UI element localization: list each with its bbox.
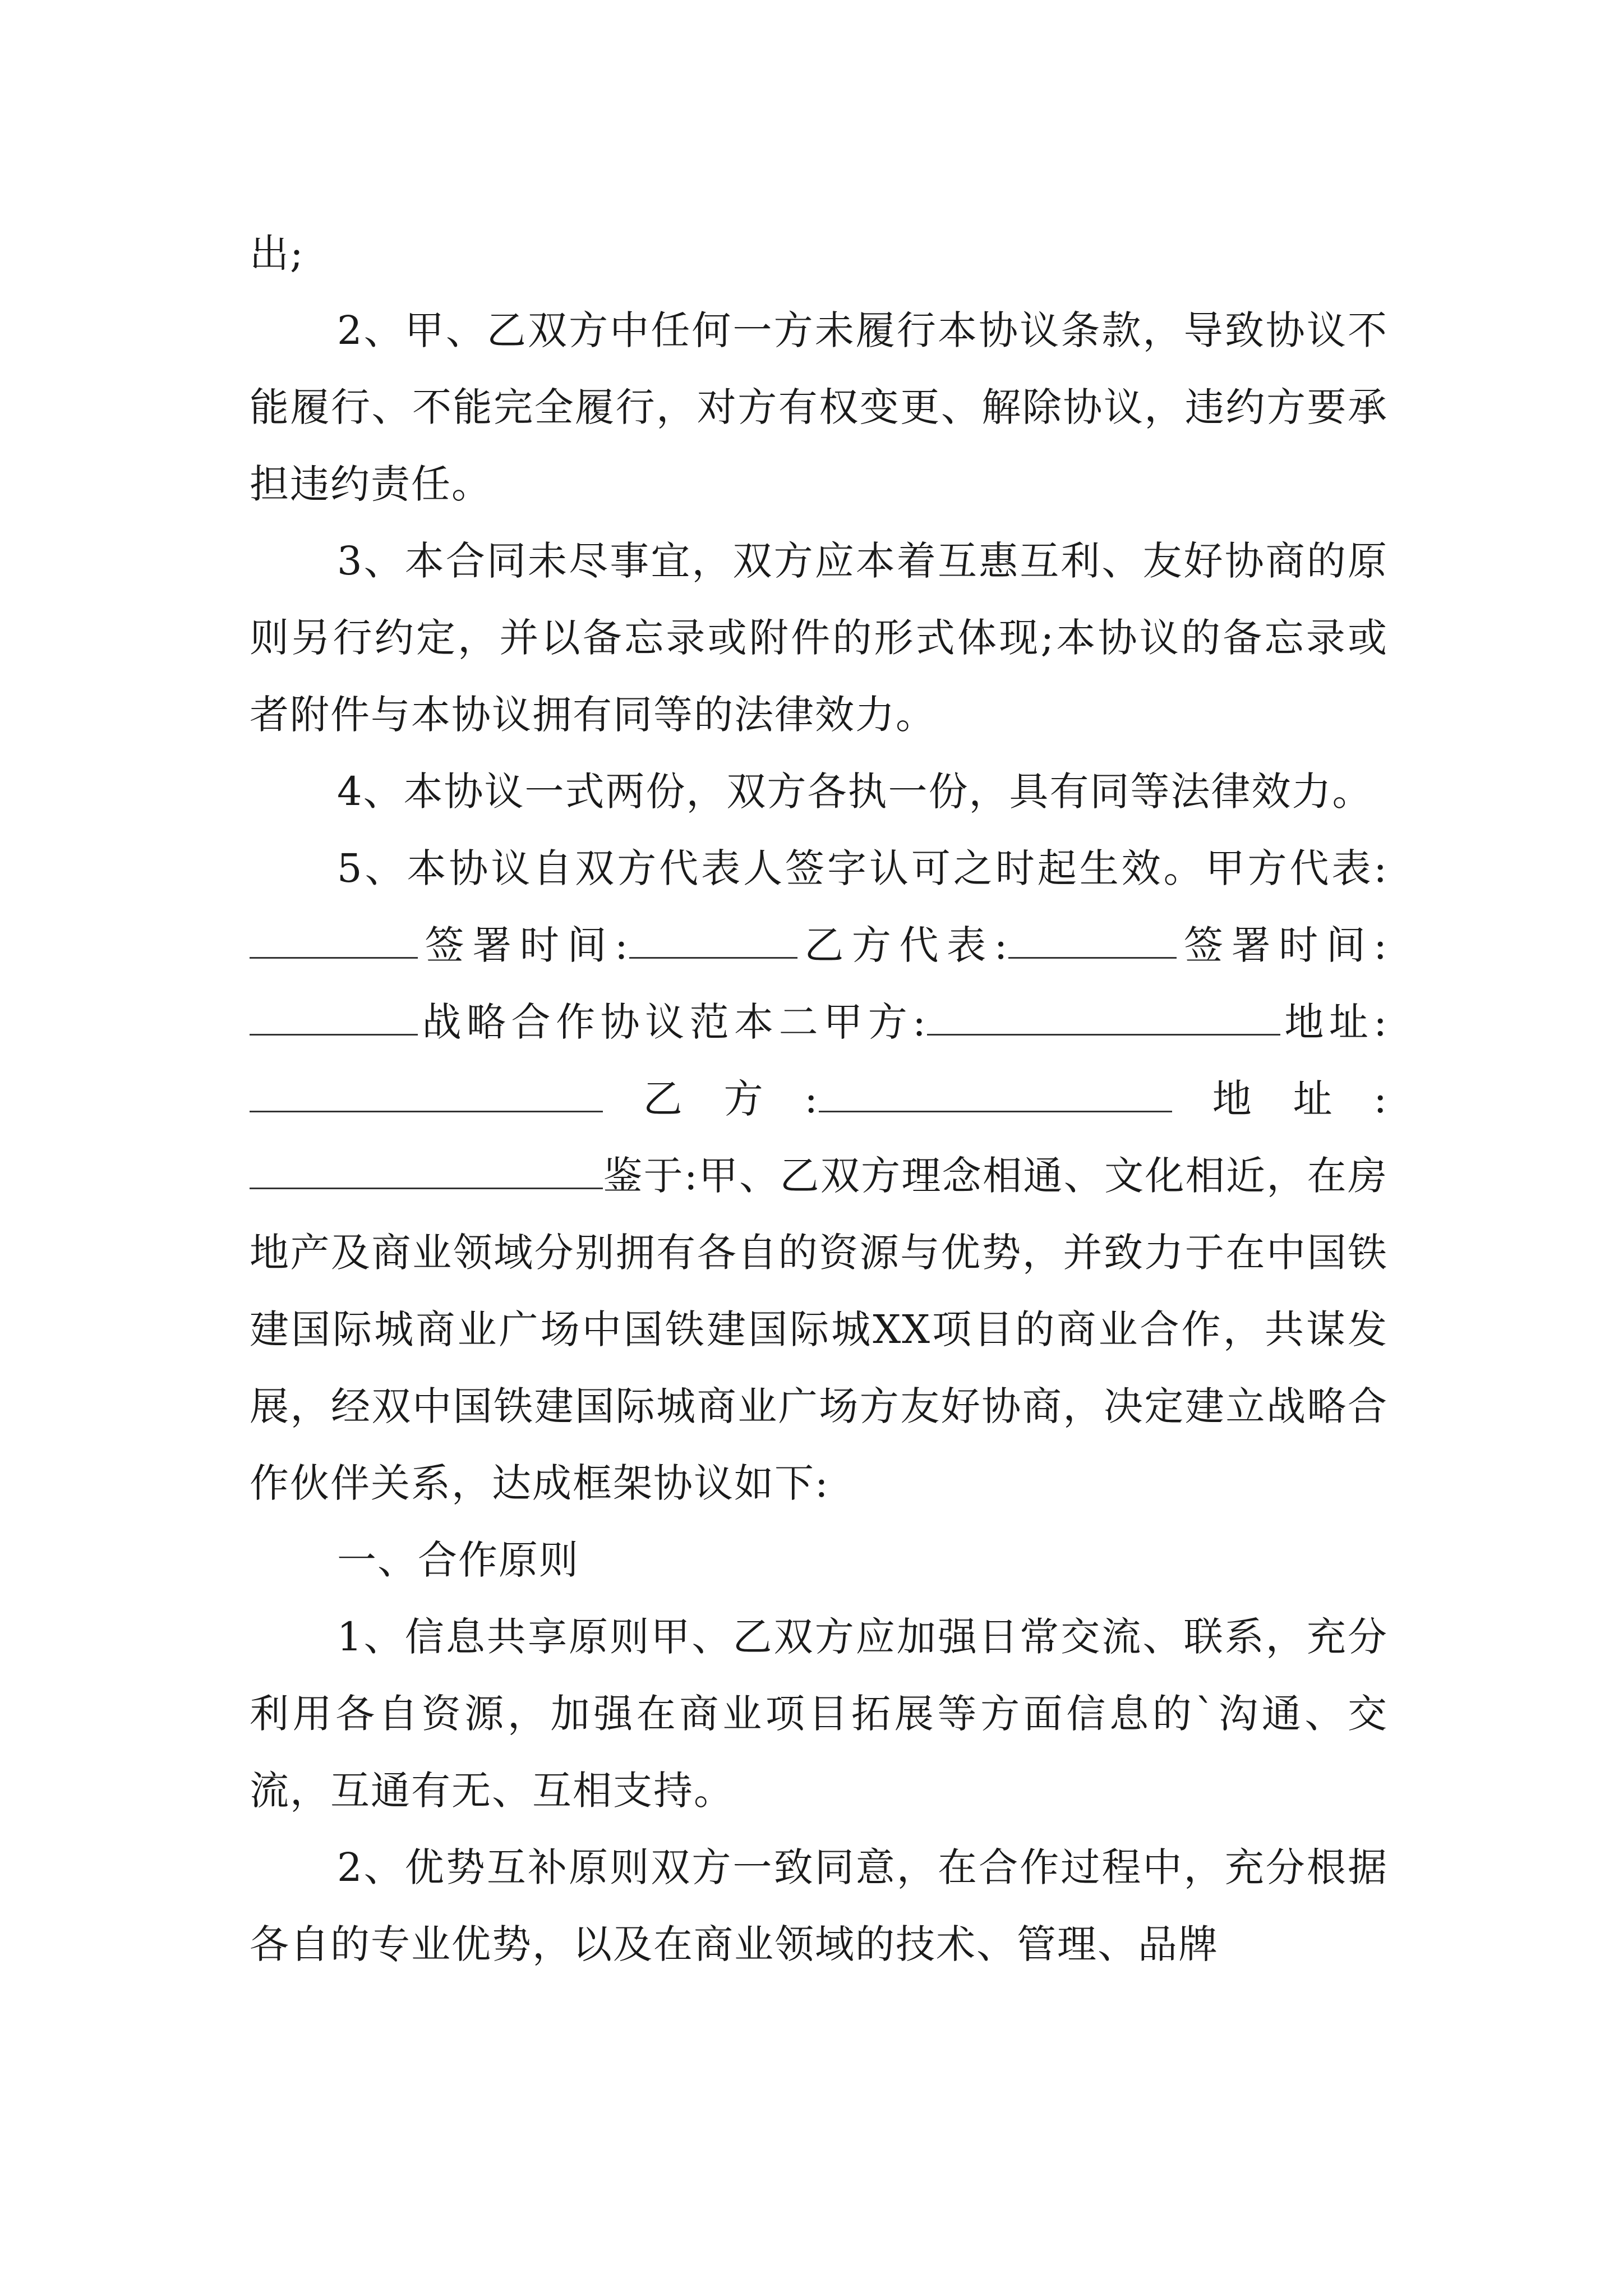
signing-intro: 5、本协议自双方代表人签字认可之时起生效。甲方代表:	[337, 845, 1388, 891]
sign-time-label-1: 签署时间:	[418, 922, 629, 968]
party-b-blank	[819, 1080, 1172, 1112]
address-label-1: 地址:	[1280, 999, 1388, 1045]
party-b-label: 乙方:	[603, 1076, 819, 1122]
clause-2-breach: 2、甲、乙双方中任何一方未履行本协议条款，导致协议不能履行、不能完全履行，对方有权变更、解除协议，违约方要承担违约责任。	[250, 307, 1388, 507]
template-title-party-a: 战略合作协议范本二甲方:	[418, 999, 927, 1045]
clause-4-copies: 4、本协议一式两份，双方各执一份，具有同等法律效力。	[337, 769, 1373, 815]
paragraph-continuation: 出;	[250, 231, 305, 277]
clause-5-signing	[250, 830, 1388, 1522]
party-b-rep-label: 乙方代表:	[797, 922, 1009, 968]
address-blank-2	[250, 1157, 603, 1189]
principle-2-complementary: 2、优势互补原则双方一致同意，在合作过程中，充分根据各自的专业优势，以及在商业领域的技术、管理、品牌	[250, 1844, 1388, 1967]
clause-3-supplement: 3、本合同未尽事宜，双方应本着互惠互利、友好协商的原则另行约定，并以备忘录或附件的形式体现;本协议的备忘录或者附件与本协议拥有同等的法律效力。	[250, 538, 1388, 738]
sign-time-label-2: 签署时间:	[1177, 922, 1389, 968]
document-body	[250, 215, 1388, 1983]
party-b-rep-blank	[1008, 927, 1177, 959]
whereas-text: 鉴于:甲、乙双方理念相通、文化相近，在房地产及商业领域分别拥有各自的资源与优势，并致力于在中国铁建国际城商业广场中国铁建国际城XX项目的商业合作，共谋发展，经双中国铁建国际城商业广场方友好协商，决定建立战略合作伙伴关系，达成框架协议如下:	[250, 1153, 1388, 1506]
sign-time-blank-2	[250, 1004, 418, 1036]
address-label-2: 地址:	[1172, 1076, 1388, 1122]
address-blank-1	[250, 1080, 603, 1112]
party-a-rep-blank	[250, 927, 418, 959]
party-a-blank	[927, 1004, 1280, 1036]
section-heading: 一、合作原则	[337, 1537, 579, 1583]
principle-1-info-sharing: 1、信息共享原则甲、乙双方应加强日常交流、联系，充分利用各自资源，加强在商业项目拓展等方面信息的`沟通、交流，互通有无、互相支持。	[250, 1614, 1388, 1814]
sign-time-blank-1	[629, 927, 797, 959]
